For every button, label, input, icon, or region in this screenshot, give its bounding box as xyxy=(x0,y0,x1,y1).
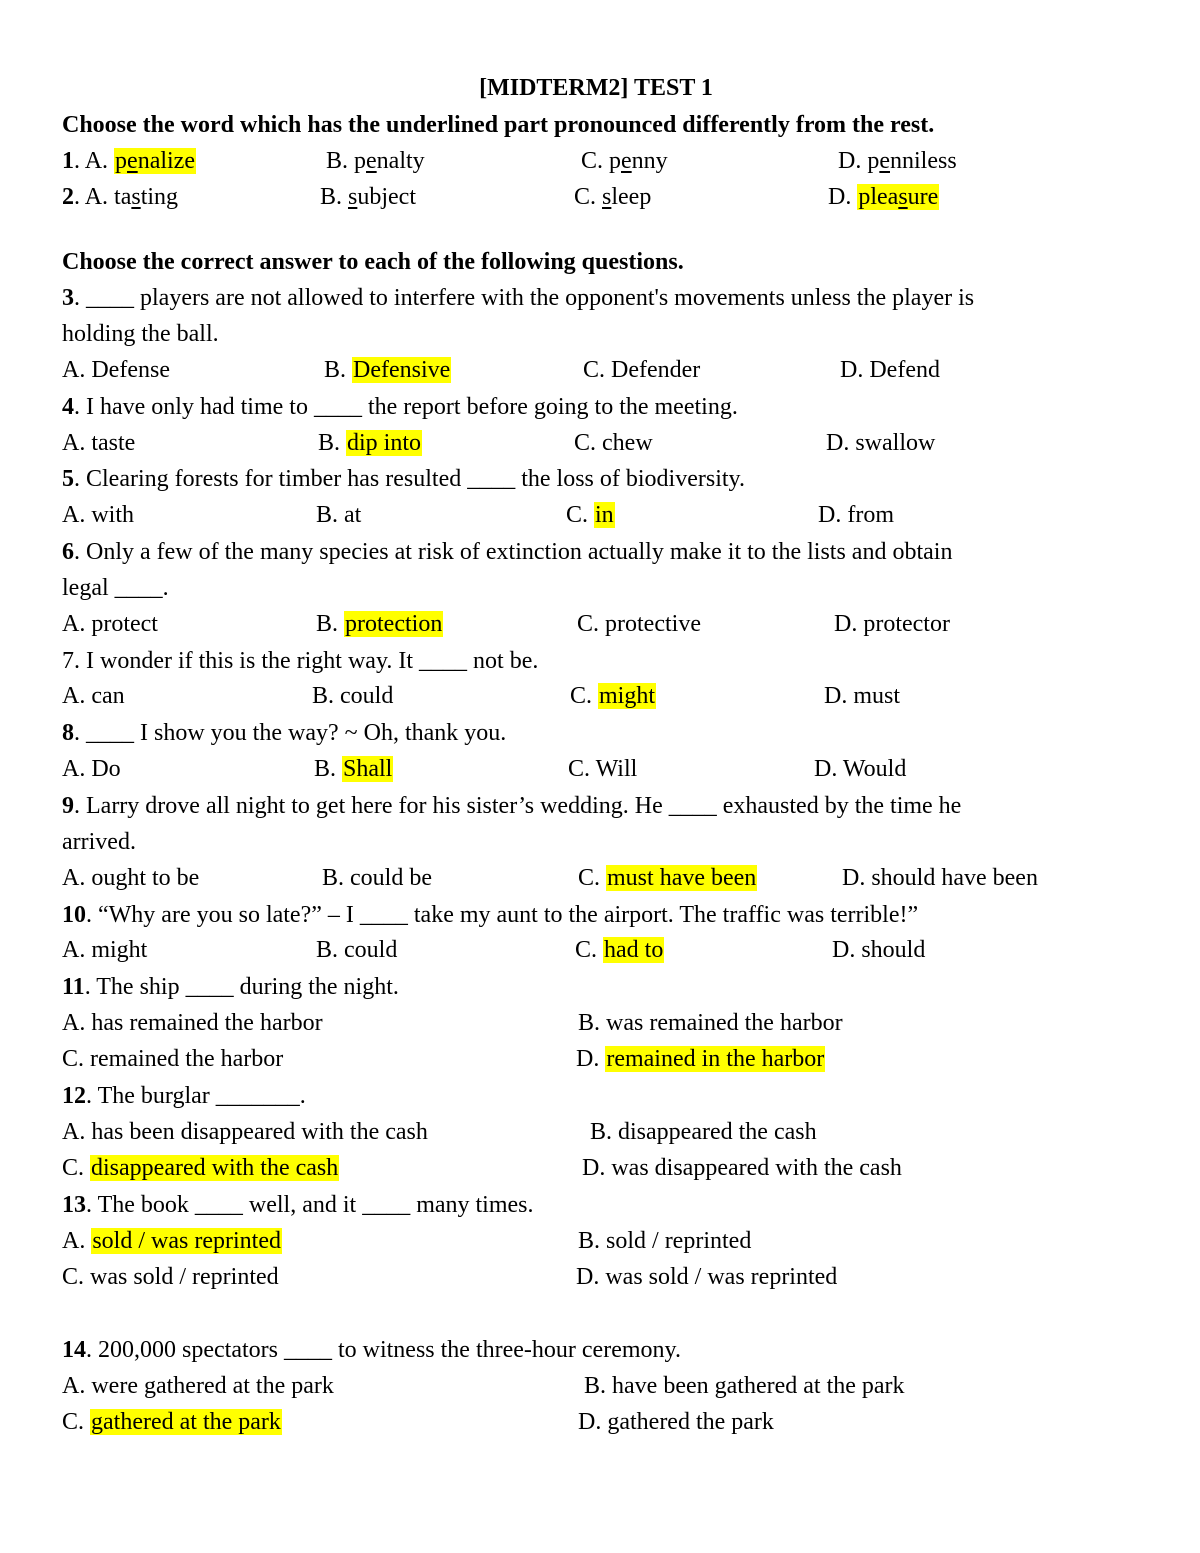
option-text: gathered the park xyxy=(607,1409,774,1435)
option-letter: A. xyxy=(62,611,86,637)
option-5b xyxy=(316,500,361,530)
question-13-stem xyxy=(62,1190,534,1220)
question-text: . ____ I show you the way? ~ Oh, thank you. xyxy=(74,720,507,746)
option-letter: D. xyxy=(824,683,848,709)
question-9-stem xyxy=(62,791,961,821)
option-10d xyxy=(832,935,925,965)
option-text: from xyxy=(847,502,894,528)
option-3c xyxy=(583,355,700,385)
question-6-stem-continued: legal ____. xyxy=(62,575,169,601)
question-11-stem xyxy=(62,972,399,1002)
question-12-options xyxy=(0,1117,1200,1147)
option-letter: B. xyxy=(578,1228,601,1254)
option-6b xyxy=(316,609,443,639)
question-number: 11 xyxy=(62,974,85,1000)
option-text: were gathered at the park xyxy=(91,1373,334,1399)
question-text: . The book ____ well, and it ____ many times. xyxy=(86,1192,534,1218)
question-6-options xyxy=(0,609,1200,639)
option-letter: C. xyxy=(575,937,598,963)
option-letter: A. xyxy=(62,1010,86,1036)
option-3b xyxy=(324,355,451,385)
option-text: sold / reprinted xyxy=(606,1228,752,1254)
option-8d xyxy=(814,754,906,784)
option-4b xyxy=(318,428,422,458)
question-number: 10 xyxy=(62,902,86,928)
option-11c xyxy=(62,1044,283,1074)
option-text: Do xyxy=(91,756,121,782)
option-text: could xyxy=(344,937,398,963)
option-text: have been gathered at the park xyxy=(612,1373,905,1399)
option-letter: D. xyxy=(814,756,838,782)
page-title: [MIDTERM2] TEST 1 xyxy=(479,75,713,101)
question-12-options xyxy=(0,1153,1200,1183)
question-number: 5 xyxy=(62,466,74,492)
option-2a: 2. A. tasting xyxy=(62,184,179,210)
option-letter: B. xyxy=(316,937,339,963)
option-letter: B. xyxy=(584,1373,607,1399)
option-10b xyxy=(316,935,397,965)
option-letter: D. xyxy=(818,502,842,528)
question-number: 4 xyxy=(62,394,74,420)
option-7c xyxy=(570,681,656,711)
option-letter: D. xyxy=(842,865,866,891)
option-letter: D. xyxy=(576,1264,600,1290)
option-9b xyxy=(322,863,432,893)
option-10c xyxy=(575,935,664,965)
question-number: 8 xyxy=(62,720,74,746)
option-9d xyxy=(842,863,1038,893)
option-text: Defend xyxy=(869,357,940,383)
option-letter: A. xyxy=(62,683,86,709)
option-letter: B. xyxy=(318,430,341,456)
option-letter: A. xyxy=(62,865,86,891)
option-12b xyxy=(590,1117,817,1147)
option-letter: A. xyxy=(62,937,86,963)
question-text: . Only a few of the many species at risk of extinction actually make it to the lists and obtain xyxy=(74,539,953,565)
question-4-options xyxy=(0,428,1200,458)
option-9a xyxy=(62,863,199,893)
question-text: . Larry drove all night to get here for his sister’s wedding. He ____ exhausted by the time he xyxy=(74,793,962,819)
question-text: . The ship ____ during the night. xyxy=(84,974,399,1000)
answer-highlight: in xyxy=(595,502,614,528)
option-text: has been disappeared with the cash xyxy=(91,1119,428,1145)
option-text: must xyxy=(853,683,901,709)
option-6a xyxy=(62,609,158,639)
answer-highlight: must have been xyxy=(607,865,757,891)
question-number: 3 xyxy=(62,285,74,311)
option-letter: D. xyxy=(582,1155,606,1181)
option-letter: A. xyxy=(62,1373,86,1399)
option-letter: B. xyxy=(322,865,345,891)
option-5c xyxy=(566,500,615,530)
option-text: protective xyxy=(605,611,701,637)
option-text: chew xyxy=(602,430,653,456)
question-number: 6 xyxy=(62,539,74,565)
question-3-options xyxy=(0,355,1200,385)
option-6d xyxy=(834,609,950,639)
question-text: . 200,000 spectators ____ to witness the three-hour ceremony. xyxy=(86,1337,681,1363)
option-letter: D. xyxy=(834,611,858,637)
option-text: disappeared the cash xyxy=(618,1119,817,1145)
option-2c: C. sleep xyxy=(574,184,652,210)
option-letter: A. xyxy=(62,1228,86,1254)
question-number: 9 xyxy=(62,793,74,819)
option-text: swallow xyxy=(855,430,936,456)
answer-highlight: protection xyxy=(345,611,443,637)
question-14-options xyxy=(0,1371,1200,1401)
question-text: . ____ players are not allowed to interfere with the opponent's movements unless the player is xyxy=(74,285,975,311)
option-letter: C. xyxy=(583,357,606,383)
option-text: might xyxy=(91,937,148,963)
option-8a xyxy=(62,754,121,784)
question-1-options xyxy=(0,146,1200,176)
option-1d: D. penniless xyxy=(838,148,957,174)
question-3-stem-continued: holding the ball. xyxy=(62,321,219,347)
question-10-options xyxy=(0,935,1200,965)
answer-highlight: dip into xyxy=(347,430,422,456)
answer-highlight: Defensive xyxy=(353,357,451,383)
option-13a xyxy=(62,1226,282,1256)
option-text: was remained the harbor xyxy=(606,1010,843,1036)
option-text: at xyxy=(344,502,362,528)
section1-heading: Choose the word which has the underlined part pronounced differently from the rest. xyxy=(62,112,935,138)
option-10a xyxy=(62,935,147,965)
answer-highlight: might xyxy=(599,683,656,709)
option-4a xyxy=(62,428,135,458)
option-text: can xyxy=(91,683,125,709)
option-1c: C. penny xyxy=(581,148,668,174)
option-letter: C. xyxy=(62,1046,85,1072)
option-text: could xyxy=(340,683,394,709)
option-letter: D. xyxy=(576,1046,600,1072)
option-text: Defender xyxy=(611,357,701,383)
question-8-stem xyxy=(62,718,506,748)
option-13b xyxy=(578,1226,751,1256)
question-2-options xyxy=(0,182,1200,212)
question-4-stem xyxy=(62,392,738,422)
question-3-stem xyxy=(62,283,974,313)
option-13d xyxy=(576,1262,837,1292)
option-13c xyxy=(62,1262,279,1292)
question-text: . The burglar _______. xyxy=(86,1083,306,1109)
option-letter: D. xyxy=(840,357,864,383)
question-9-stem-continued: arrived. xyxy=(62,829,136,855)
answer-highlight: penalize xyxy=(115,148,195,174)
question-number: 12 xyxy=(62,1083,86,1109)
option-3d xyxy=(840,355,940,385)
option-14c xyxy=(62,1407,282,1437)
question-13-options xyxy=(0,1226,1200,1256)
question-text: . I have only had time to ____ the report before going to the meeting. xyxy=(74,394,738,420)
question-10-stem xyxy=(62,900,918,930)
option-3a xyxy=(62,355,170,385)
question-5-stem xyxy=(62,464,745,494)
option-letter: C. xyxy=(577,611,600,637)
option-letter: A. xyxy=(62,430,86,456)
question-7-options xyxy=(0,681,1200,711)
option-letter: D. xyxy=(826,430,850,456)
option-text: ought to be xyxy=(91,865,200,891)
option-letter: C. xyxy=(566,502,589,528)
question-text: . Clearing forests for timber has resulted ____ the loss of biodiversity. xyxy=(74,466,745,492)
option-11a xyxy=(62,1008,323,1038)
question-7-stem xyxy=(62,646,538,676)
option-14d xyxy=(578,1407,774,1437)
option-letter: A. xyxy=(62,502,86,528)
option-letter: D. xyxy=(832,937,856,963)
question-13-options xyxy=(0,1262,1200,1292)
option-2d: D. pleasure xyxy=(828,184,939,210)
question-12-stem xyxy=(62,1081,306,1111)
option-letter: A. xyxy=(62,756,86,782)
answer-highlight: sold / was reprinted xyxy=(92,1228,281,1254)
option-4c xyxy=(574,428,653,458)
section2-heading: Choose the correct answer to each of the following questions. xyxy=(62,249,684,275)
option-letter: B. xyxy=(316,502,339,528)
option-text: should xyxy=(861,937,926,963)
option-8c xyxy=(568,754,637,784)
question-number: 14 xyxy=(62,1337,86,1363)
option-9c xyxy=(578,863,757,893)
option-letter: B. xyxy=(578,1010,601,1036)
option-letter: C. xyxy=(570,683,593,709)
option-11d xyxy=(576,1044,825,1074)
option-text: should have been xyxy=(871,865,1038,891)
answer-highlight: remained in the harbor xyxy=(606,1046,825,1072)
option-7b xyxy=(312,681,393,711)
option-12c xyxy=(62,1153,339,1183)
question-number: 13 xyxy=(62,1192,86,1218)
option-text: was sold / reprinted xyxy=(90,1264,279,1290)
option-4d xyxy=(826,428,935,458)
option-letter: C. xyxy=(578,865,601,891)
question-11-options xyxy=(0,1008,1200,1038)
option-letter: B. xyxy=(590,1119,613,1145)
question-14-options xyxy=(0,1407,1200,1437)
option-letter: B. xyxy=(314,756,337,782)
option-text: Defense xyxy=(91,357,170,383)
question-8-options xyxy=(0,754,1200,784)
option-1b: B. penalty xyxy=(326,148,425,174)
answer-highlight: had to xyxy=(604,937,664,963)
option-5a xyxy=(62,500,134,530)
option-text: taste xyxy=(91,430,136,456)
option-5d xyxy=(818,500,894,530)
option-2b: B. subject xyxy=(320,184,416,210)
option-text: Will xyxy=(595,756,638,782)
answer-highlight: disappeared with the cash xyxy=(91,1155,339,1181)
option-letter: C. xyxy=(568,756,591,782)
option-letter: A. xyxy=(62,1119,86,1145)
option-text: remained the harbor xyxy=(90,1046,284,1072)
option-letter: D. xyxy=(578,1409,602,1435)
option-14b xyxy=(584,1371,905,1401)
option-letter: B. xyxy=(324,357,347,383)
option-letter: C. xyxy=(62,1155,85,1181)
option-1a: 1. A. penalize xyxy=(62,148,195,174)
question-5-options xyxy=(0,500,1200,530)
option-text: protect xyxy=(91,611,158,637)
option-text: protector xyxy=(863,611,950,637)
option-letter: C. xyxy=(574,430,597,456)
option-7d xyxy=(824,681,900,711)
answer-highlight: gathered at the park xyxy=(91,1409,281,1435)
option-letter: C. xyxy=(62,1264,85,1290)
option-text: with xyxy=(91,502,135,528)
question-text: . I wonder if this is the right way. It ____ not be. xyxy=(74,648,539,674)
option-text: has remained the harbor xyxy=(91,1010,323,1036)
answer-highlight: Shall xyxy=(343,756,393,782)
question-14-stem xyxy=(62,1335,681,1365)
option-text: Would xyxy=(842,756,907,782)
option-letter: A. xyxy=(62,357,86,383)
question-6-stem xyxy=(62,537,952,567)
option-text: was disappeared with the cash xyxy=(611,1155,902,1181)
option-14a xyxy=(62,1371,334,1401)
option-6c xyxy=(577,609,701,639)
option-letter: B. xyxy=(312,683,335,709)
option-11b xyxy=(578,1008,843,1038)
question-text: . “Why are you so late?” – I ____ take my aunt to the airport. The traffic was terrible!” xyxy=(86,902,919,928)
option-text: could be xyxy=(350,865,432,891)
question-number: 7 xyxy=(62,648,74,674)
option-text: was sold / was reprinted xyxy=(605,1264,838,1290)
answer-highlight: pleasure xyxy=(858,184,939,210)
question-11-options xyxy=(0,1044,1200,1074)
option-letter: C. xyxy=(62,1409,85,1435)
option-8b xyxy=(314,754,393,784)
option-12d xyxy=(582,1153,902,1183)
option-7a xyxy=(62,681,125,711)
option-12a xyxy=(62,1117,428,1147)
option-letter: B. xyxy=(316,611,339,637)
question-9-options xyxy=(0,863,1200,893)
